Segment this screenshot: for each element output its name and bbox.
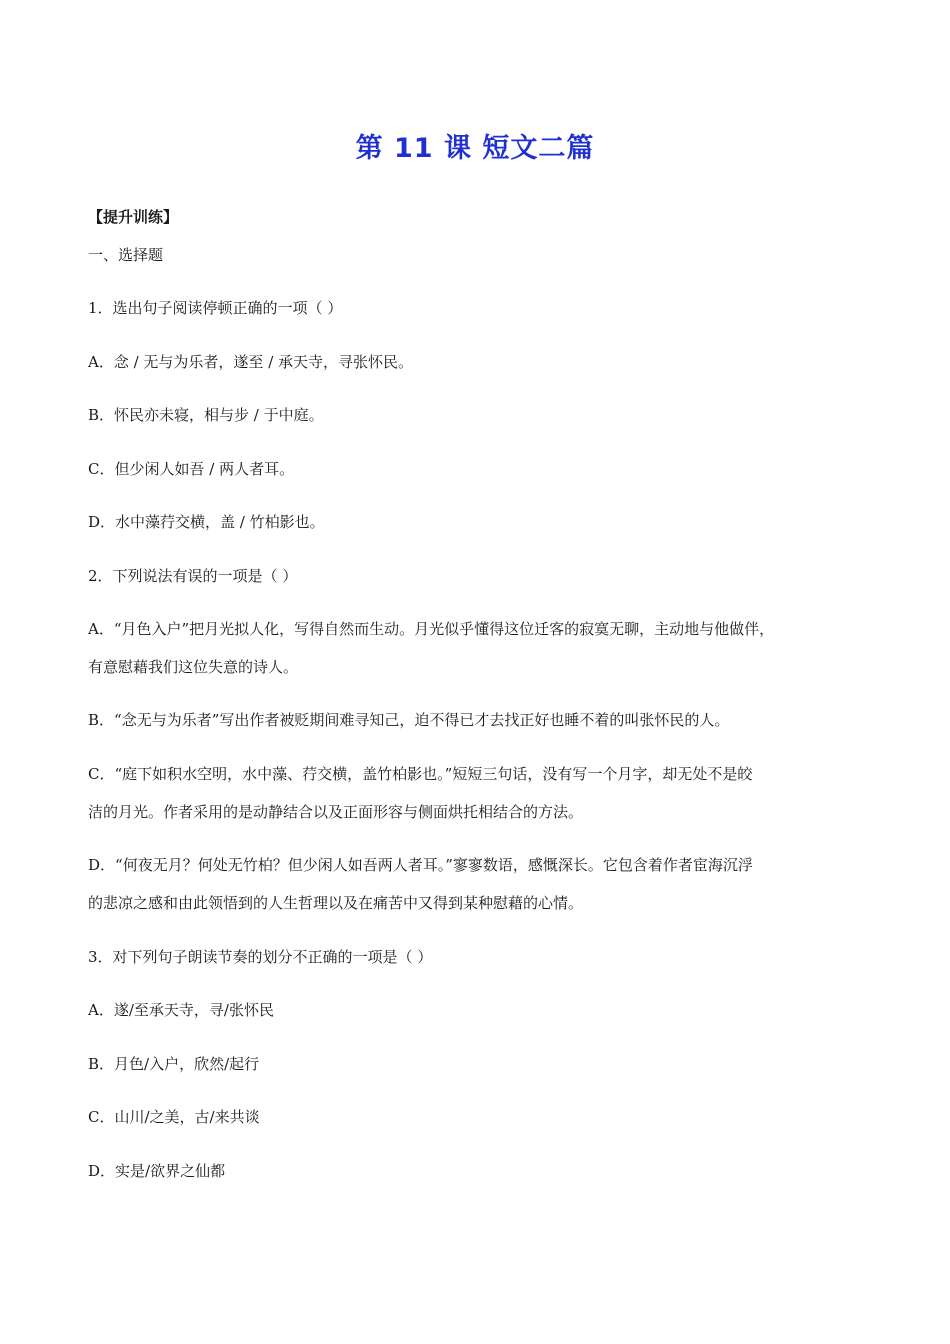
question-1-option-b: B．怀民亦未寝，相与步 / 于中庭。 (88, 406, 324, 424)
question-2-option-c-line1: C．“庭下如积水空明，水中藻、荇交横，盖竹柏影也。”短短三句话，没有写一个月字，却无处不是皎 (88, 765, 753, 783)
question-1-option-d: D．水中藻荇交横，盖 / 竹柏影也。 (88, 513, 325, 531)
question-2-stem: 2．下列说法有误的一项是（ ） (88, 567, 298, 585)
question-2-option-d-line1: D．“何夜无月？何处无竹柏？但少闲人如吾两人者耳。”寥寥数语，感慨深长。它包含着作者宦海沉浮 (88, 856, 753, 874)
section-heading: 【提升训练】 (88, 208, 179, 226)
question-3-option-c: C．山川/之美，古/来共谈 (88, 1108, 260, 1126)
question-2-option-c-line2: 洁的月光。作者采用的是动静结合以及正面形容与侧面烘托相结合的方法。 (88, 803, 584, 821)
question-3-option-a: A．遂/至承天寺，寻/张怀民 (88, 1001, 274, 1019)
part-heading: 一、选择题 (88, 246, 164, 264)
question-2-option-a-line1: A．“月色入户”把月光拟人化，写得自然而生动。月光似乎懂得这位迁客的寂寞无聊，主动地与他做伴， (88, 620, 775, 638)
question-3-stem: 3．对下列句子朗读节奏的划分不正确的一项是（ ） (88, 948, 433, 966)
question-2-option-d-line2: 的悲凉之感和由此领悟到的人生哲理以及在痛苦中又得到某种慰藉的心情。 (88, 894, 584, 912)
question-2-option-b: B．“念无与为乐者”写出作者被贬期间难寻知己，迫不得已才去找正好也睡不着的叫张怀民的人。 (88, 711, 730, 729)
question-1-option-c: C．但少闲人如吾 / 两人者耳。 (88, 460, 295, 478)
page-title: 第 11 课 短文二篇 (355, 133, 595, 164)
question-2-option-a-line2: 有意慰藉我们这位失意的诗人。 (88, 658, 299, 676)
question-1-option-a: A．念 / 无与为乐者，遂至 / 承天寺，寻张怀民。 (88, 353, 414, 371)
question-3-option-b: B．月色/入户，欣然/起行 (88, 1055, 260, 1073)
question-1-stem: 1．选出句子阅读停顿正确的一项（ ） (88, 299, 343, 317)
question-3-option-d: D．实是/欲界之仙都 (88, 1162, 226, 1180)
